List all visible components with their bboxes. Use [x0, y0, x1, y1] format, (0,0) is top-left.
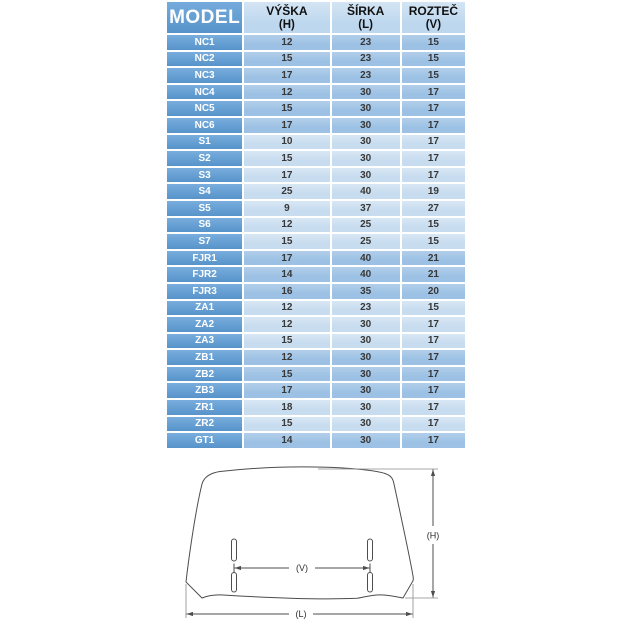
model-name-cell: S3: [167, 168, 242, 183]
model-name-cell: S2: [167, 151, 242, 166]
pitch-value-cell: 17: [402, 417, 465, 432]
pitch-value-cell: 17: [402, 101, 465, 116]
width-value-cell: 30: [332, 168, 400, 183]
pitch-value-cell: 27: [402, 201, 465, 216]
width-value-cell: 30: [332, 350, 400, 365]
width-value-cell: 30: [332, 383, 400, 398]
table-row: [167, 135, 465, 150]
height-value-cell: 15: [244, 334, 329, 349]
pitch-value-cell: 21: [402, 267, 465, 282]
model-name-cell: ZR1: [167, 400, 242, 415]
column-header-pitch-label: ROZTEČ: [408, 3, 459, 18]
column-header-height: [244, 2, 329, 33]
pitch-value-cell: 17: [402, 168, 465, 183]
width-value-cell: 30: [332, 85, 400, 100]
pitch-value-cell: 15: [402, 52, 465, 67]
width-value-cell: 30: [332, 118, 400, 133]
model-name-cell: NC1: [167, 35, 242, 50]
height-value-cell: 17: [244, 68, 329, 83]
width-value-cell: 35: [332, 284, 400, 299]
model-name-cell: ZR2: [167, 417, 242, 432]
column-header-pitch-unit: (V): [425, 18, 442, 31]
width-value-cell: 23: [332, 52, 400, 67]
column-header-height-label: VÝŠKA: [266, 3, 308, 18]
width-value-cell: 23: [332, 68, 400, 83]
model-name-cell: ZA2: [167, 317, 242, 332]
height-value-cell: 12: [244, 218, 329, 233]
model-name-cell: NC4: [167, 85, 242, 100]
model-name-cell: ZA1: [167, 301, 242, 316]
model-name-cell: S6: [167, 218, 242, 233]
table-row: [167, 350, 465, 365]
table-row: [167, 68, 465, 83]
mounting-slot-left-upper: [232, 539, 237, 561]
pitch-value-cell: 15: [402, 35, 465, 50]
height-value-cell: 15: [244, 417, 329, 432]
mounting-slot-right-lower: [368, 573, 373, 593]
pitch-value-cell: 15: [402, 68, 465, 83]
pitch-value-cell: 17: [402, 334, 465, 349]
table-row: [167, 383, 465, 398]
v-dimension-label: (V): [296, 563, 308, 573]
column-header-width: [332, 2, 400, 33]
pitch-value-cell: 15: [402, 301, 465, 316]
model-name-cell: S5: [167, 201, 242, 216]
table-header-row: [167, 2, 465, 33]
height-value-cell: 17: [244, 251, 329, 266]
table-row: [167, 52, 465, 67]
height-value-cell: 12: [244, 301, 329, 316]
height-value-cell: 14: [244, 433, 329, 448]
v-dimension: [234, 563, 370, 573]
pitch-value-cell: 19: [402, 184, 465, 199]
pitch-value-cell: 17: [402, 85, 465, 100]
height-value-cell: 15: [244, 52, 329, 67]
pitch-value-cell: 17: [402, 433, 465, 448]
pitch-value-cell: 17: [402, 317, 465, 332]
pitch-value-cell: 17: [402, 383, 465, 398]
model-name-cell: S7: [167, 234, 242, 249]
model-name-cell: NC6: [167, 118, 242, 133]
width-value-cell: 23: [332, 301, 400, 316]
windshield-diagram: [160, 460, 460, 632]
table-row: [167, 400, 465, 415]
height-value-cell: 12: [244, 85, 329, 100]
model-name-cell: ZA3: [167, 334, 242, 349]
model-name-cell: ZB2: [167, 367, 242, 382]
height-value-cell: 10: [244, 135, 329, 150]
width-value-cell: 30: [332, 101, 400, 116]
width-value-cell: 30: [332, 135, 400, 150]
height-value-cell: 15: [244, 367, 329, 382]
width-value-cell: 30: [332, 317, 400, 332]
table-row: [167, 301, 465, 316]
spec-table-body: [167, 35, 465, 448]
table-row: [167, 201, 465, 216]
height-value-cell: 17: [244, 118, 329, 133]
width-value-cell: 30: [332, 400, 400, 415]
width-value-cell: 30: [332, 367, 400, 382]
model-name-cell: NC5: [167, 101, 242, 116]
mounting-slot-left-lower: [232, 573, 237, 593]
table-row: [167, 85, 465, 100]
model-name-cell: FJR2: [167, 267, 242, 282]
width-value-cell: 25: [332, 234, 400, 249]
height-value-cell: 17: [244, 168, 329, 183]
height-value-cell: 15: [244, 234, 329, 249]
width-value-cell: 40: [332, 184, 400, 199]
pitch-value-cell: 17: [402, 367, 465, 382]
pitch-value-cell: 17: [402, 400, 465, 415]
width-value-cell: 40: [332, 267, 400, 282]
height-value-cell: 15: [244, 151, 329, 166]
table-row: [167, 284, 465, 299]
height-value-cell: 17: [244, 383, 329, 398]
l-dimension: [186, 584, 413, 619]
table-row: [167, 367, 465, 382]
width-value-cell: 37: [332, 201, 400, 216]
pitch-value-cell: 17: [402, 118, 465, 133]
model-name-cell: NC2: [167, 52, 242, 67]
model-name-cell: FJR3: [167, 284, 242, 299]
table-row: [167, 234, 465, 249]
model-name-cell: NC3: [167, 68, 242, 83]
table-row: [167, 168, 465, 183]
table-row: [167, 101, 465, 116]
column-header-width-unit: (L): [358, 18, 373, 31]
height-value-cell: 12: [244, 350, 329, 365]
windshield-outline: [186, 467, 413, 599]
model-name-cell: ZB1: [167, 350, 242, 365]
width-value-cell: 23: [332, 35, 400, 50]
table-row: [167, 433, 465, 448]
width-value-cell: 25: [332, 218, 400, 233]
pitch-value-cell: 15: [402, 234, 465, 249]
mounting-slot-right-upper: [368, 539, 373, 561]
pitch-value-cell: 17: [402, 135, 465, 150]
height-value-cell: 16: [244, 284, 329, 299]
width-value-cell: 30: [332, 433, 400, 448]
table-row: [167, 267, 465, 282]
column-header-model: MODEL: [167, 2, 242, 33]
table-row: [167, 35, 465, 50]
model-name-cell: ZB3: [167, 383, 242, 398]
height-value-cell: 25: [244, 184, 329, 199]
pitch-value-cell: 15: [402, 218, 465, 233]
h-dimension: [318, 469, 439, 598]
model-name-cell: GT1: [167, 433, 242, 448]
height-value-cell: 15: [244, 101, 329, 116]
h-dimension-label: (H): [426, 530, 440, 541]
column-header-pitch: [402, 2, 465, 33]
column-header-width-label: ŠÍRKA: [346, 3, 385, 18]
width-value-cell: 30: [332, 151, 400, 166]
table-row: [167, 151, 465, 166]
height-value-cell: 18: [244, 400, 329, 415]
model-name-cell: S1: [167, 135, 242, 150]
l-dimension-label: (L): [295, 609, 307, 619]
model-name-cell: FJR1: [167, 251, 242, 266]
pitch-value-cell: 21: [402, 251, 465, 266]
width-value-cell: 30: [332, 334, 400, 349]
windshield-drawing: [160, 460, 460, 632]
width-value-cell: 30: [332, 417, 400, 432]
height-value-cell: 9: [244, 201, 329, 216]
model-name-cell: S4: [167, 184, 242, 199]
pitch-value-cell: 17: [402, 350, 465, 365]
table-row: [167, 417, 465, 432]
table-row: [167, 184, 465, 199]
height-value-cell: 14: [244, 267, 329, 282]
table-row: [167, 118, 465, 133]
height-value-cell: 12: [244, 317, 329, 332]
pitch-value-cell: 17: [402, 151, 465, 166]
table-row: [167, 218, 465, 233]
pitch-value-cell: 20: [402, 284, 465, 299]
column-header-height-unit: (H): [278, 18, 295, 31]
table-row: [167, 317, 465, 332]
table-row: [167, 334, 465, 349]
height-value-cell: 12: [244, 35, 329, 50]
table-row: [167, 251, 465, 266]
spec-table: [165, 0, 467, 450]
width-value-cell: 40: [332, 251, 400, 266]
